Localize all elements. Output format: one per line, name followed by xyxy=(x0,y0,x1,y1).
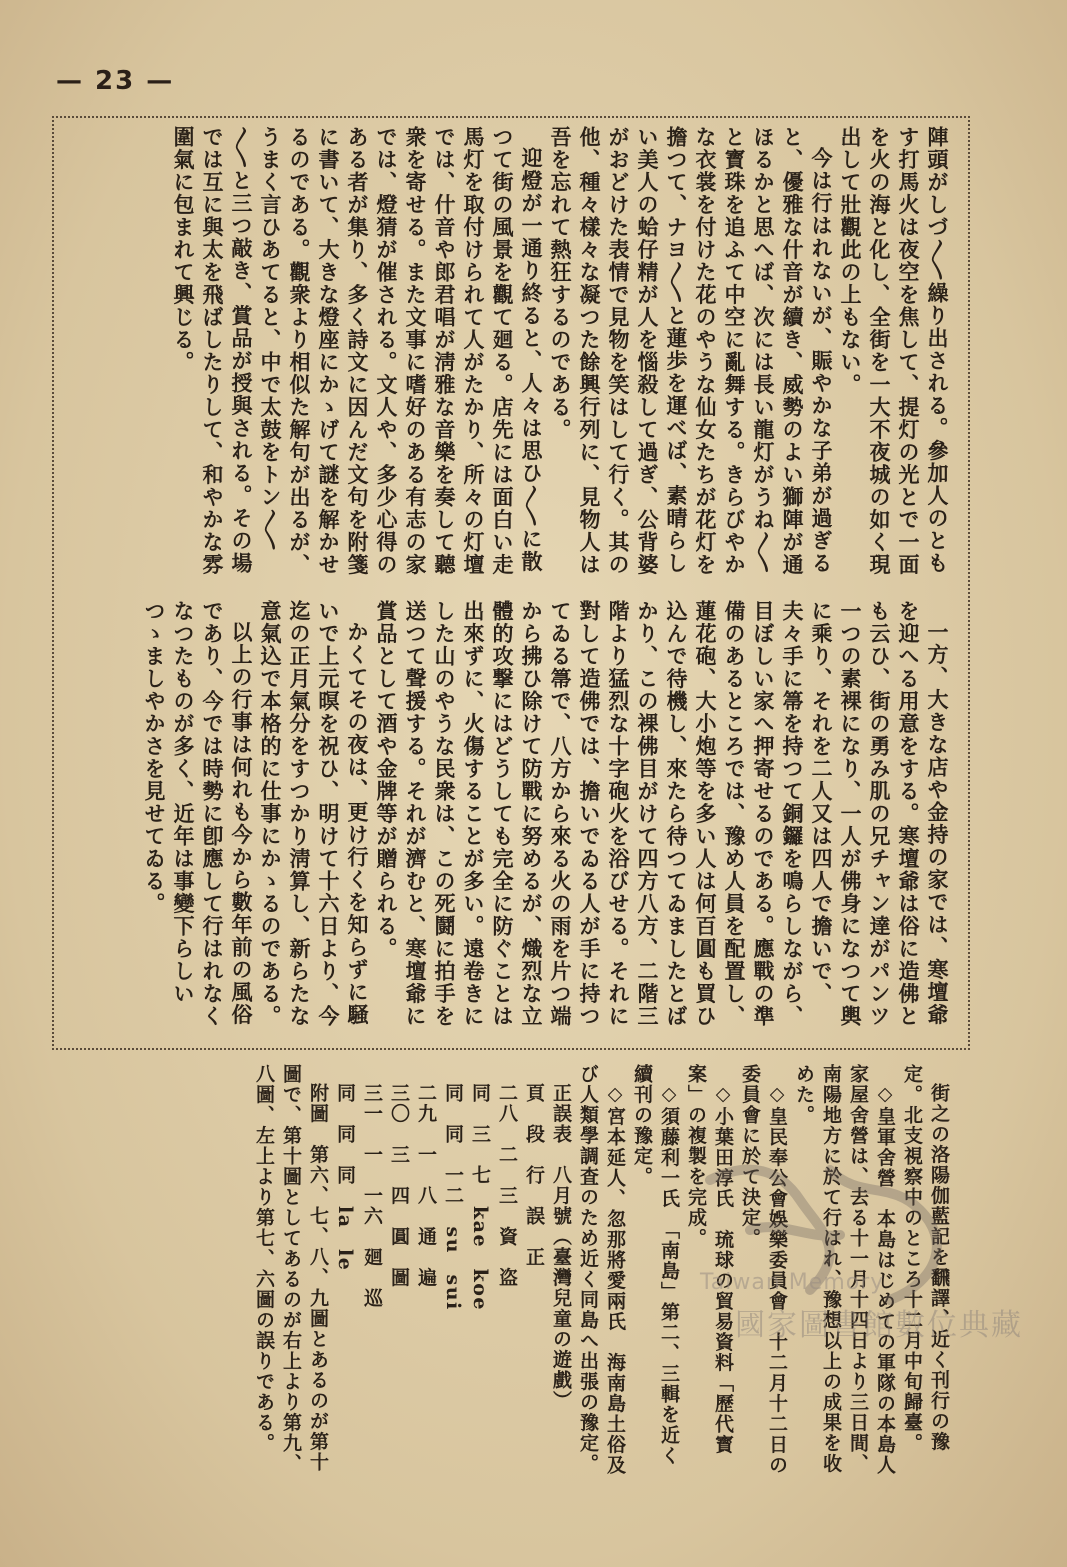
errata-cell: 二八 xyxy=(496,1083,518,1124)
paragraph: 迎燈が一通り終ると、人々は思ひ〳〵に散つて街の風景を觀て廻る。店先には面白い走馬灯を取付けられて人がたかり、所々の灯壇では、什音や郎君唱が淸雅な音樂を奏して聽衆を寄せる。また文事に嗜好のある有志の家では、燈猜が催される。文人や、多少心得のある者が集り、多く詩文に因んだ文句を附箋に書いて、大きな燈座にかゝげて謎を解かせるのである。觀衆より相似た解句が出るが、うまく言ひあてると、中で太鼓をトン〳〵〳〵と三つ敲き、賞品が授與される。その場では互に與太を飛ばしたりして、和やかな雰圍氣に包まれて興じる。 xyxy=(171,126,544,576)
errata-cell: la xyxy=(334,1206,356,1229)
errata-cell: 同 xyxy=(334,1165,356,1186)
errata-cell: 一二 xyxy=(442,1165,464,1206)
errata-cell: 同 xyxy=(469,1083,491,1104)
errata-cell: 圓 xyxy=(388,1226,410,1247)
watermark-org: 國家圖書館數位典藏 xyxy=(735,1308,1023,1343)
lower-text-block xyxy=(62,600,952,1038)
errata-title: 正誤表 xyxy=(550,1083,572,1145)
errata-cell: 三 xyxy=(496,1185,518,1206)
errata-cell: 一 xyxy=(361,1144,383,1165)
errata-cell: 一 xyxy=(415,1144,437,1165)
errata-row xyxy=(466,1064,493,1476)
paragraph: 以上の行事は何れも今から數年前の風俗であり、今では時勢に卽應して行はれなくなつたものが多く、近年は事變下らしいつゝましやかさを見せてゐる。 xyxy=(142,600,254,1028)
errata-cell: 廻 xyxy=(361,1247,383,1268)
errata-cell: 同 xyxy=(334,1124,356,1145)
page-number: — 23 — xyxy=(56,66,175,96)
errata-cell: 巡 xyxy=(361,1288,383,1309)
errata-row xyxy=(358,1064,385,1476)
errata-row xyxy=(493,1064,520,1476)
errata-cell: 三 xyxy=(469,1124,491,1145)
errata-cell: 同 xyxy=(442,1083,464,1104)
upper-text-block xyxy=(62,126,952,588)
errata-cell: 圖 xyxy=(388,1267,410,1288)
errata-header-wrong: 誤 xyxy=(523,1206,545,1227)
errata-header-line: 行 xyxy=(523,1165,545,1186)
errata-header-page: 頁 xyxy=(523,1083,545,1104)
errata-cell: 三 xyxy=(388,1144,410,1165)
news-item: ◇皇軍舍營 本島はじめての軍隊の本島人家屋舍營は、去る十一月十四日より三日間、南陽地方に於て行はれ、豫想以上の成果を收めた。 xyxy=(793,1064,896,1476)
errata-cell: 遍 xyxy=(415,1267,437,1288)
news-item: 街之の洛陽伽藍記を飜譯、近く刊行の豫定。北支視察中のところ十二月中旬歸臺。 xyxy=(901,1064,950,1454)
errata-cell: 四 xyxy=(388,1185,410,1206)
errata-cell: 二 xyxy=(496,1144,518,1165)
news-item: ◇宮本延人、忽那將愛兩氏 海南島土俗及び人類學調査のため近く同島へ出張の豫定。 xyxy=(577,1064,626,1476)
paragraph: かくてその夜は、更け行くを知らずに騒いで上元暝を祝ひ、明けて十六日より、今迄の正月氣分をすつかり淸算し、新らたな意氣込で本格的に仕事にかゝるのである。 xyxy=(258,600,370,1028)
errata-cell: le xyxy=(334,1249,356,1272)
paragraph: 一方、大きな店や金持の家では、寒壇爺を迎へる用意をする。寒壇爺は俗に造佛とも云ひ、街の勇み肌の兄チャン達がパンツ一つの素裸になり、一人が佛身になつて輿に乘り、それを二人又は四人で擔いで、夫々手に箒を持つて銅鑼を鳴らしながら、目ぼしい家へ押寄せるのである。應戰の準備のあるところでは、豫め人員を配置し、蓮花砲、大小炮等を多い人は何百圓も買ひ込んで待機し、來たら待つてゐましたとばかり、この裸佛目がけて四方八方、二階三階より猛烈な十字砲火を浴びせる。それに對して造佛では、擔いでゐる人が手に持つてゐる箒で、八方から來る火の雨を片つ端から拂ひ除けて防戰に努めるが、熾烈な立體的攻撃にはどうしても完全に防ぐことは出來ずに、火傷することが多い。遠卷きにした山のやうな民衆は、この死鬪に拍手を送つて聲援する。それが濟むと、寒壇爺に賞品として酒や金牌等が贈られる。 xyxy=(374,600,950,1028)
errata-cell: 通 xyxy=(415,1226,437,1247)
news-item: ◇須藤利一氏 「南島」第二、三輯を近く續刊の豫定。 xyxy=(631,1064,680,1466)
errata-cell: 同 xyxy=(442,1124,464,1145)
errata-cell: 七 xyxy=(469,1165,491,1186)
paragraph: 今は行はれないが、賑やかな子弟が過ぎると、優雅な什音が續き、威勢のよい獅陣が通ほるかと思へば、次には長い龍灯がうね〳〵と寳珠を追ふて中空に亂舞する。きらびやかな衣裳を付けた花のやうな仙女たちが花灯を擔つて、ナヨ〳〵と蓮歩を運べば、素晴らしい美人の蛤仔精が人を惱殺して過ぎ、公背婆がおどけた表情で見物を笑はして行く。其の他、種々樣々な凝つた餘興行列に、見物人は吾を忘れて熱狂するのである。 xyxy=(548,126,834,576)
errata-cell: 二九 xyxy=(415,1083,437,1124)
errata-row xyxy=(439,1064,466,1476)
errata-header-row xyxy=(520,1064,547,1476)
errata-row xyxy=(331,1064,358,1476)
errata-cell: sui xyxy=(442,1274,464,1311)
errata-subtitle: 八月號（臺灣兒童の遊戲） xyxy=(550,1165,572,1411)
errata-cell: 資 xyxy=(496,1226,518,1247)
errata-cell: 一六 xyxy=(361,1185,383,1227)
errata-cell: 同 xyxy=(334,1083,356,1104)
news-item: ◇皇民奉公會娛樂委員會 十二月十二日の委員會に於て決定。 xyxy=(739,1064,788,1476)
errata-row xyxy=(385,1064,412,1476)
watermark-text: Taiwan Memory xyxy=(700,1270,885,1295)
news-item: ◇小葉田淳氏 琉球の貿易資料「歷代寳案」の複製を完成。 xyxy=(685,1064,734,1455)
errata-heading xyxy=(547,1064,574,1476)
errata-cell: 三一 xyxy=(361,1083,383,1124)
errata-row xyxy=(412,1064,439,1476)
errata-cell: kae xyxy=(469,1206,491,1249)
errata-cell: 盗 xyxy=(496,1267,518,1288)
errata-header-correct: 正 xyxy=(523,1247,545,1268)
errata-cell: koe xyxy=(469,1268,491,1312)
errata-cell: 三〇 xyxy=(388,1083,410,1124)
errata-note: 附圖 第六、七、八、九圖とあるのが第十圖で、第十圖としてあるのが右上より第九、八圖、左上より第七、六圖の誤りである。 xyxy=(253,1064,329,1474)
errata-header-column: 段 xyxy=(523,1124,545,1145)
errata-cell: 八 xyxy=(415,1185,437,1206)
paragraph: 陣頭がしづ〳〵繰り出される。參加人のともす打馬火は夜空を焦して、提灯の光とで一面を火の海と化し、全街を一大不夜城の如く現出して壯觀此の上もない。 xyxy=(838,126,950,576)
errata-cell: su xyxy=(442,1226,464,1255)
